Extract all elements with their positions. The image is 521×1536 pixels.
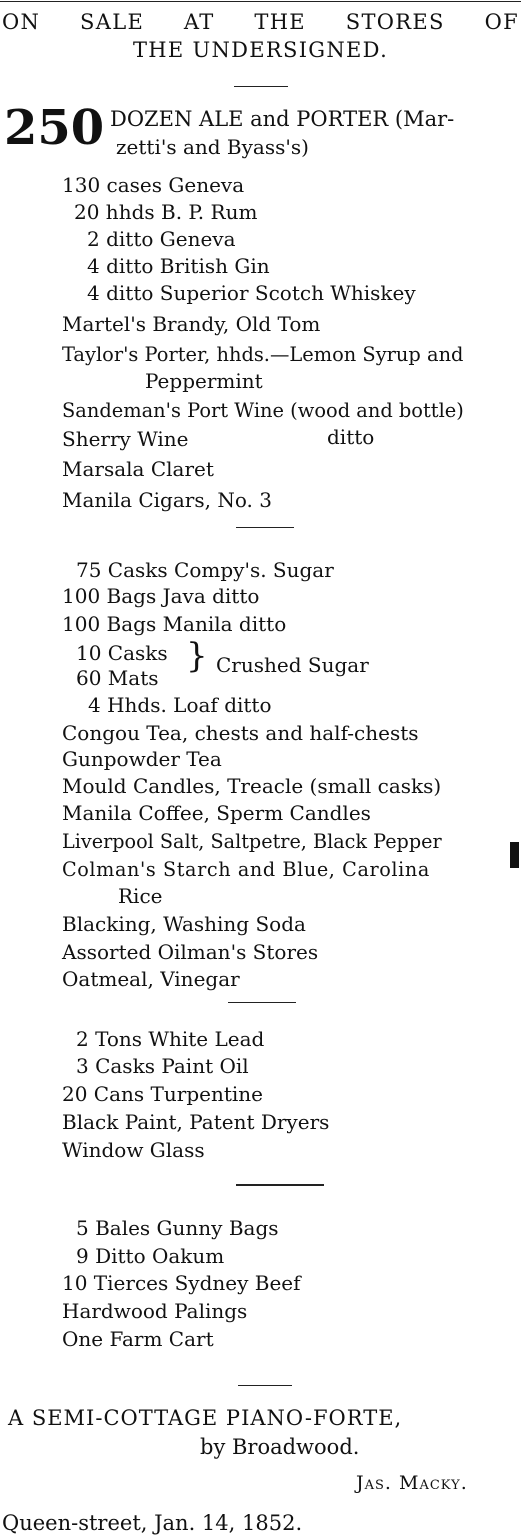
list-item: 100 Bags Manila ditto [62,612,287,636]
list-item: Sherry Wine [62,427,189,451]
list-item: Taylor's Porter, hhds.—Lemon Syrup and [62,343,464,366]
section-divider [236,527,294,528]
piano-maker: by Broadwood. [200,1435,360,1459]
list-item: 2 ditto Geneva [87,227,236,251]
list-item: 9 Ditto Oakum [76,1244,225,1268]
list-item: Congou Tea, chests and half-chests [62,721,419,745]
list-item: 10 Casks [76,641,168,665]
top-rule [0,1,521,2]
list-item: Peppermint [145,369,263,393]
list-item: Oatmeal, Vinegar [62,967,240,991]
advertisement-header [0,8,521,64]
signature: Jas. Macky. [356,1472,468,1494]
list-item: Liverpool Salt, Saltpetre, Black Pepper [62,830,442,853]
list-item: Manila Coffee, Sperm Candles [62,801,371,825]
header-word: SALE [80,10,145,34]
list-item: 75 Casks Compy's. Sugar [76,558,334,582]
section-divider [234,86,288,87]
header-word: STORES [345,10,445,34]
section-divider [236,1184,324,1186]
list-item: Rice [118,884,163,908]
brace-icon: } [186,636,208,676]
header-word: ON [2,10,41,34]
ink-blot [510,842,519,868]
list-item: 4 ditto British Gin [87,254,270,278]
header-word: AT [183,10,215,34]
header-word: OF [484,10,519,34]
footer-date: Queen-street, Jan. 14, 1852. [2,1511,303,1535]
list-item: Window Glass [62,1138,205,1162]
list-item: Hardwood Palings [62,1299,248,1323]
lead-line-1: DOZEN ALE and PORTER (Mar- [110,107,455,131]
list-item: Crushed Sugar [216,653,369,677]
list-item: 5 Bales Gunny Bags [76,1216,279,1240]
list-item: Martel's Brandy, Old Tom [62,312,321,336]
section-divider [238,1385,292,1386]
header-word: THE [254,10,306,34]
list-item: 20 hhds B. P. Rum [74,200,258,224]
list-item: 4 Hhds. Loaf ditto [88,693,272,717]
list-item: Manila Cigars, No. 3 [62,488,272,512]
list-item: Blacking, Washing Soda [62,912,306,936]
list-item: 4 ditto Superior Scotch Whiskey [87,281,416,305]
list-item: ditto [327,425,375,449]
piano-notice: A SEMI-COTTAGE PIANO-FORTE, [8,1406,403,1430]
list-item: Mould Candles, Treacle (small casks) [62,774,442,798]
list-item: 100 Bags Java ditto [62,584,260,608]
list-item: 3 Casks Paint Oil [76,1054,249,1078]
list-item: Marsala Claret [62,457,214,481]
list-item: Sandeman's Port Wine (wood and bottle) [62,399,464,422]
list-item: 130 cases Geneva [62,173,245,197]
section-divider [228,1002,296,1003]
list-item: One Farm Cart [62,1327,214,1351]
header-line-1 [0,8,521,36]
lead-quantity: 250 [4,100,105,156]
list-item: 10 Tierces Sydney Beef [62,1271,301,1295]
list-item: Assorted Oilman's Stores [62,940,319,964]
header-line-2: THE UNDERSIGNED. [132,38,389,62]
list-item: Gunpowder Tea [62,747,222,771]
lead-line-2: zetti's and Byass's) [116,135,309,159]
list-item: 60 Mats [76,666,159,690]
list-item: Colman's Starch and Blue, Carolina [62,858,430,881]
list-item: 20 Cans Turpentine [62,1082,263,1106]
list-item: 2 Tons White Lead [76,1027,265,1051]
list-item: Black Paint, Patent Dryers [62,1110,330,1134]
